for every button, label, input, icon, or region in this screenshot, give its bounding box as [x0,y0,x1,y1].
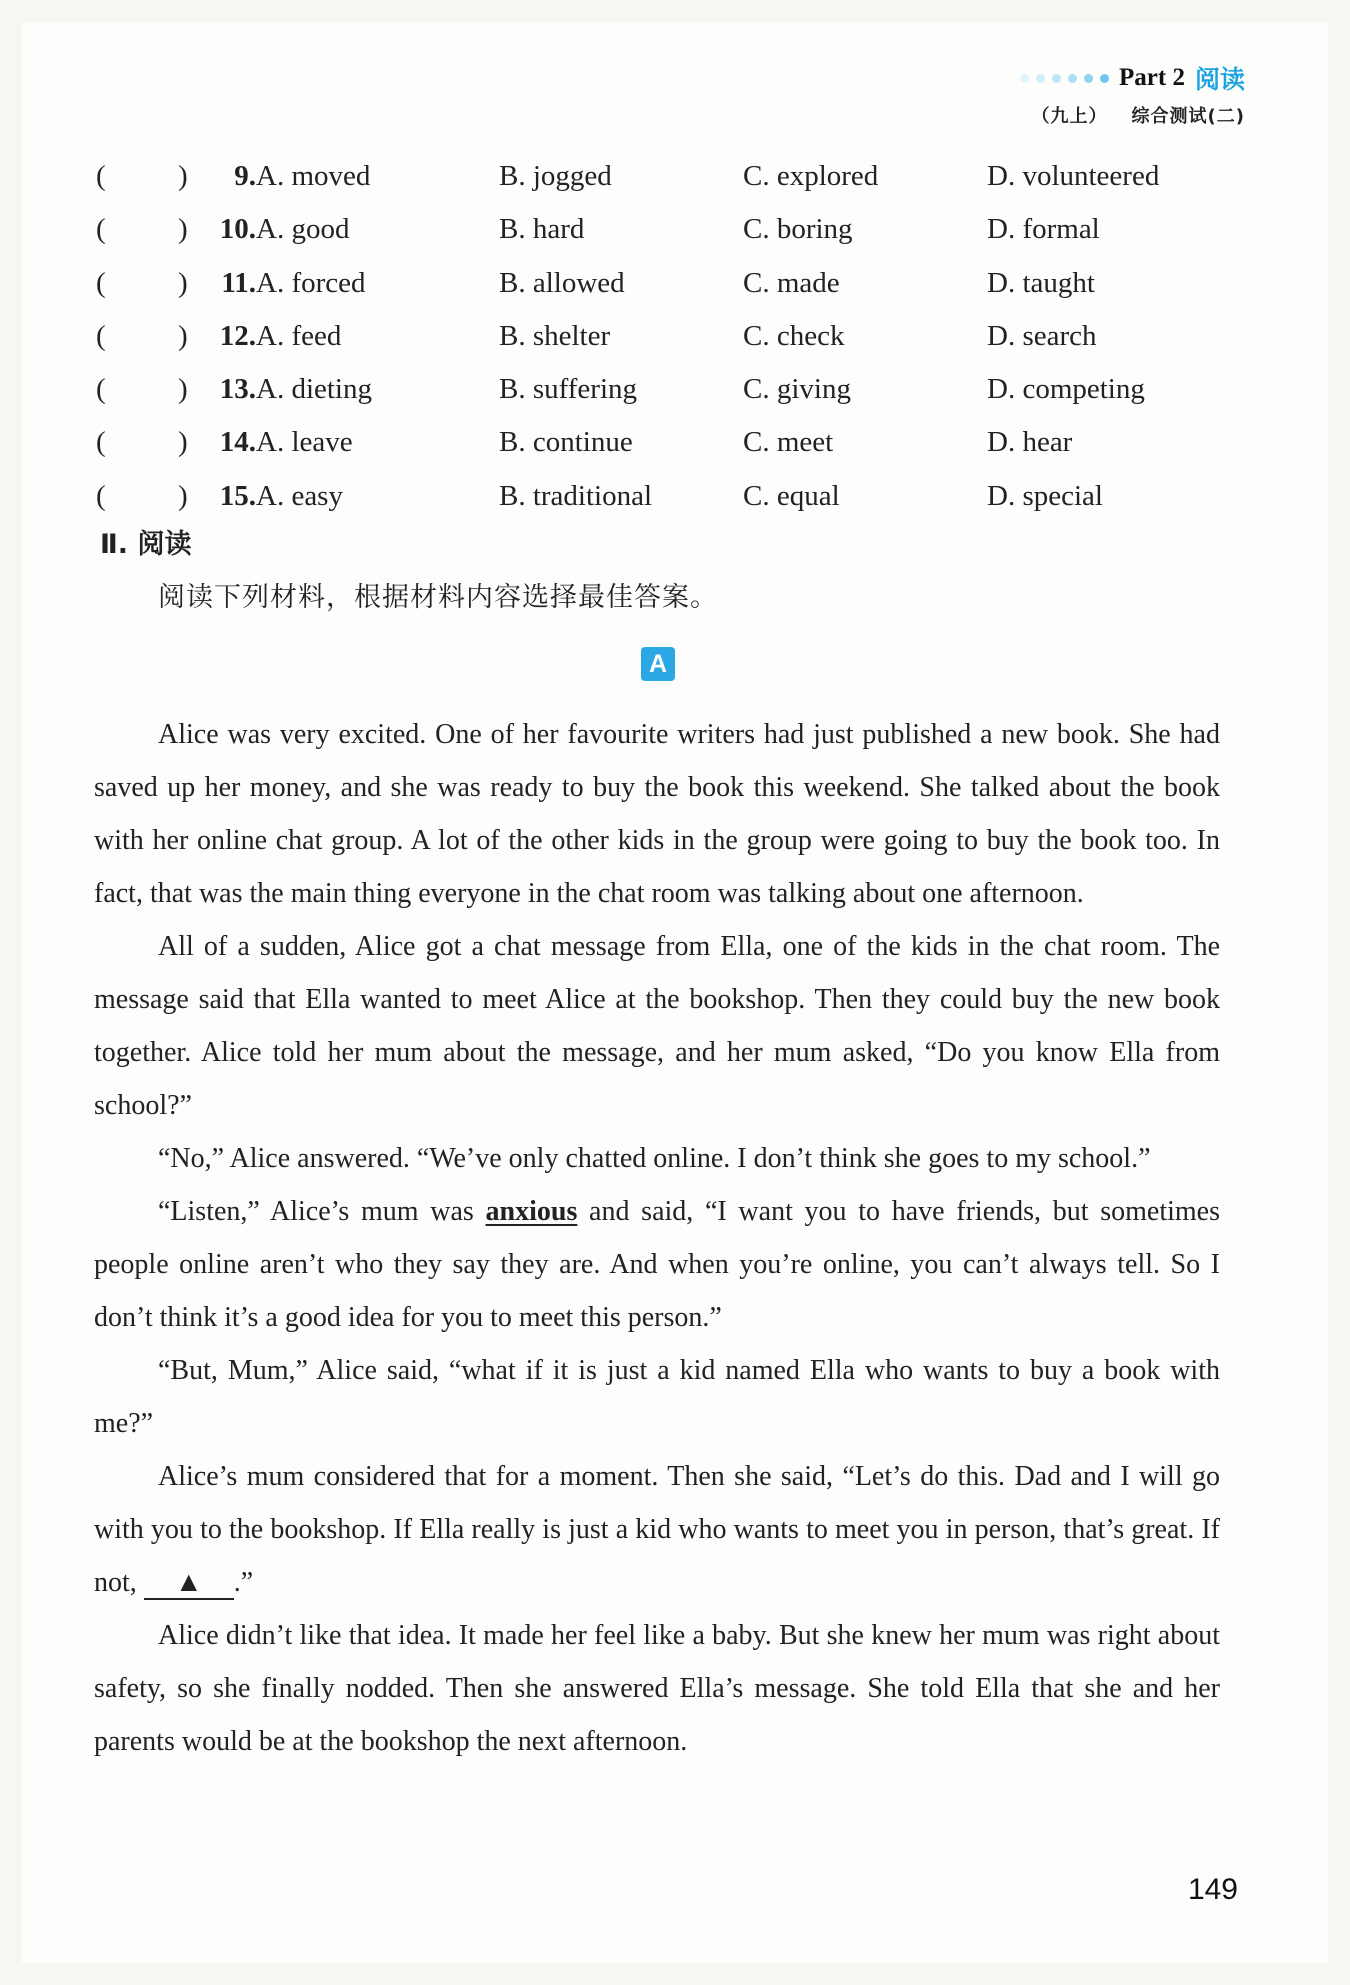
option-c: C. explored [743,160,879,192]
answer-paren-open[interactable]: ( [96,479,106,512]
answer-paren-open[interactable]: ( [96,373,106,406]
option-b: B. jogged [499,160,612,192]
question-number: 12. [219,319,256,352]
option-c: C. made [743,266,840,299]
header-section: 阅读 [1194,65,1245,94]
answer-paren-close: ) [178,373,188,406]
passage-label-badge: A [641,647,675,681]
option-c: C. giving [743,373,851,406]
header-test: 综合测试(二) [1131,106,1245,127]
question-number: 11. [221,266,256,299]
header-subtitle [1020,102,1245,128]
option-b: B. suffering [499,373,638,406]
answer-paren-open[interactable]: ( [96,319,106,352]
paragraph-6 [94,1450,1220,1609]
option-a: A. moved [256,160,371,192]
question-number: 14. [219,426,256,459]
option-d: D. taught [987,266,1095,299]
option-c: C. meet [743,426,834,459]
option-b: B. traditional [499,479,653,512]
option-c: C. check [743,319,845,352]
section-title: Ⅱ. 阅读 [100,529,192,560]
option-c: C. equal [743,479,840,512]
paragraph-6-text-before: Alice’s mum considered that for a moment. Then she said, “Let’s do this. Dad and I will go with you to the bookshop. If Ella really is just a kid who wants to meet you in person, that’s great. If not, [94,1461,1220,1598]
option-a: A. dieting [256,373,372,406]
answer-paren-close: ) [178,160,188,192]
option-b: B. allowed [499,266,625,299]
paragraph-6-text-after: .” [233,1567,254,1598]
option-d: D. formal [987,213,1100,246]
option-d: D. hear [987,426,1073,459]
paragraph-3: “No,” Alice answered. “We’ve only chatted online. I don’t think she goes to my school.” [158,1143,1151,1174]
answer-paren-open[interactable]: ( [96,426,106,459]
header-grade: （九上） [1031,106,1108,127]
paragraph-4 [94,1185,1220,1344]
reading-passage [94,708,1220,1768]
option-b: B. shelter [499,319,611,352]
option-d: D. search [987,319,1097,352]
paragraph-5: “But, Mum,” Alice said, “what if it is just a kid named Ella who wants to buy a book with me?” [94,1355,1220,1439]
option-a: A. easy [256,479,343,512]
paragraph-1: Alice was very excited. One of her favourite writers had just published a new book. She had saved up her money, and she was ready to buy the book this weekend. She talked about the book with her online chat group. A lot of the other kids in the group were going to buy the book too. In fact, that was the main thing everyone in the chat room was talking about one afternoon. [94,719,1220,909]
option-a: A. forced [256,266,366,299]
header-part: Part 2 [1119,64,1185,91]
question-number: 9. [234,160,256,192]
header-title-row [1020,60,1245,96]
page-header [1020,60,1245,128]
question-number: 15. [219,479,256,512]
option-b: B. continue [499,426,633,459]
answer-paren-close: ) [178,479,188,512]
answer-paren-open[interactable]: ( [96,160,106,192]
option-a: A. feed [256,319,342,352]
option-c: C. boring [743,213,853,246]
answer-paren-open[interactable]: ( [96,213,106,246]
question-number: 13. [219,373,256,406]
answer-paren-close: ) [178,319,188,352]
option-a: A. good [256,213,350,246]
paragraph-4-text-after: and said, “I want you to have friends, but sometimes people online aren’t who they say they are. And when you’re online, you can’t always tell. So I don’t think it’s a good idea for you to meet this person.” [94,1196,1220,1333]
answer-paren-open[interactable]: ( [96,266,106,299]
paragraph-7: Alice didn’t like that idea. It made her feel like a baby. But she knew her mum was right about safety, so she finally nodded. Then she answered Ella’s message. She told Ella that she and her parents would be at the bookshop the next afternoon. [94,1620,1220,1757]
paragraph-4-text-before: “Listen,” Alice’s mum was [158,1196,486,1227]
answer-paren-close: ) [178,266,188,299]
answer-paren-close: ) [178,213,188,246]
option-d: D. volunteered [987,160,1160,192]
option-d: D. special [987,479,1103,512]
option-a: A. leave [256,426,353,459]
answer-blank[interactable]: ▲ [144,1568,234,1600]
instruction-text: 阅读下列材料，根据材料内容选择最佳答案。 [158,582,718,613]
page-number: 149 [1187,1873,1238,1906]
option-d: D. competing [987,373,1145,406]
decorative-dots-icon [1020,74,1109,83]
option-b: B. hard [499,213,585,246]
keyword-anxious: anxious [485,1196,578,1227]
paragraph-2: All of a sudden, Alice got a chat message from Ella, one of the kids in the chat room. The message said that Ella wanted to meet Alice at the bookshop. Then they could buy the new book together. Alice told her mum about the message, and her mum asked, “Do you know Ella from school?” [94,931,1220,1121]
answer-paren-close: ) [178,426,188,459]
question-number: 10. [219,213,256,246]
